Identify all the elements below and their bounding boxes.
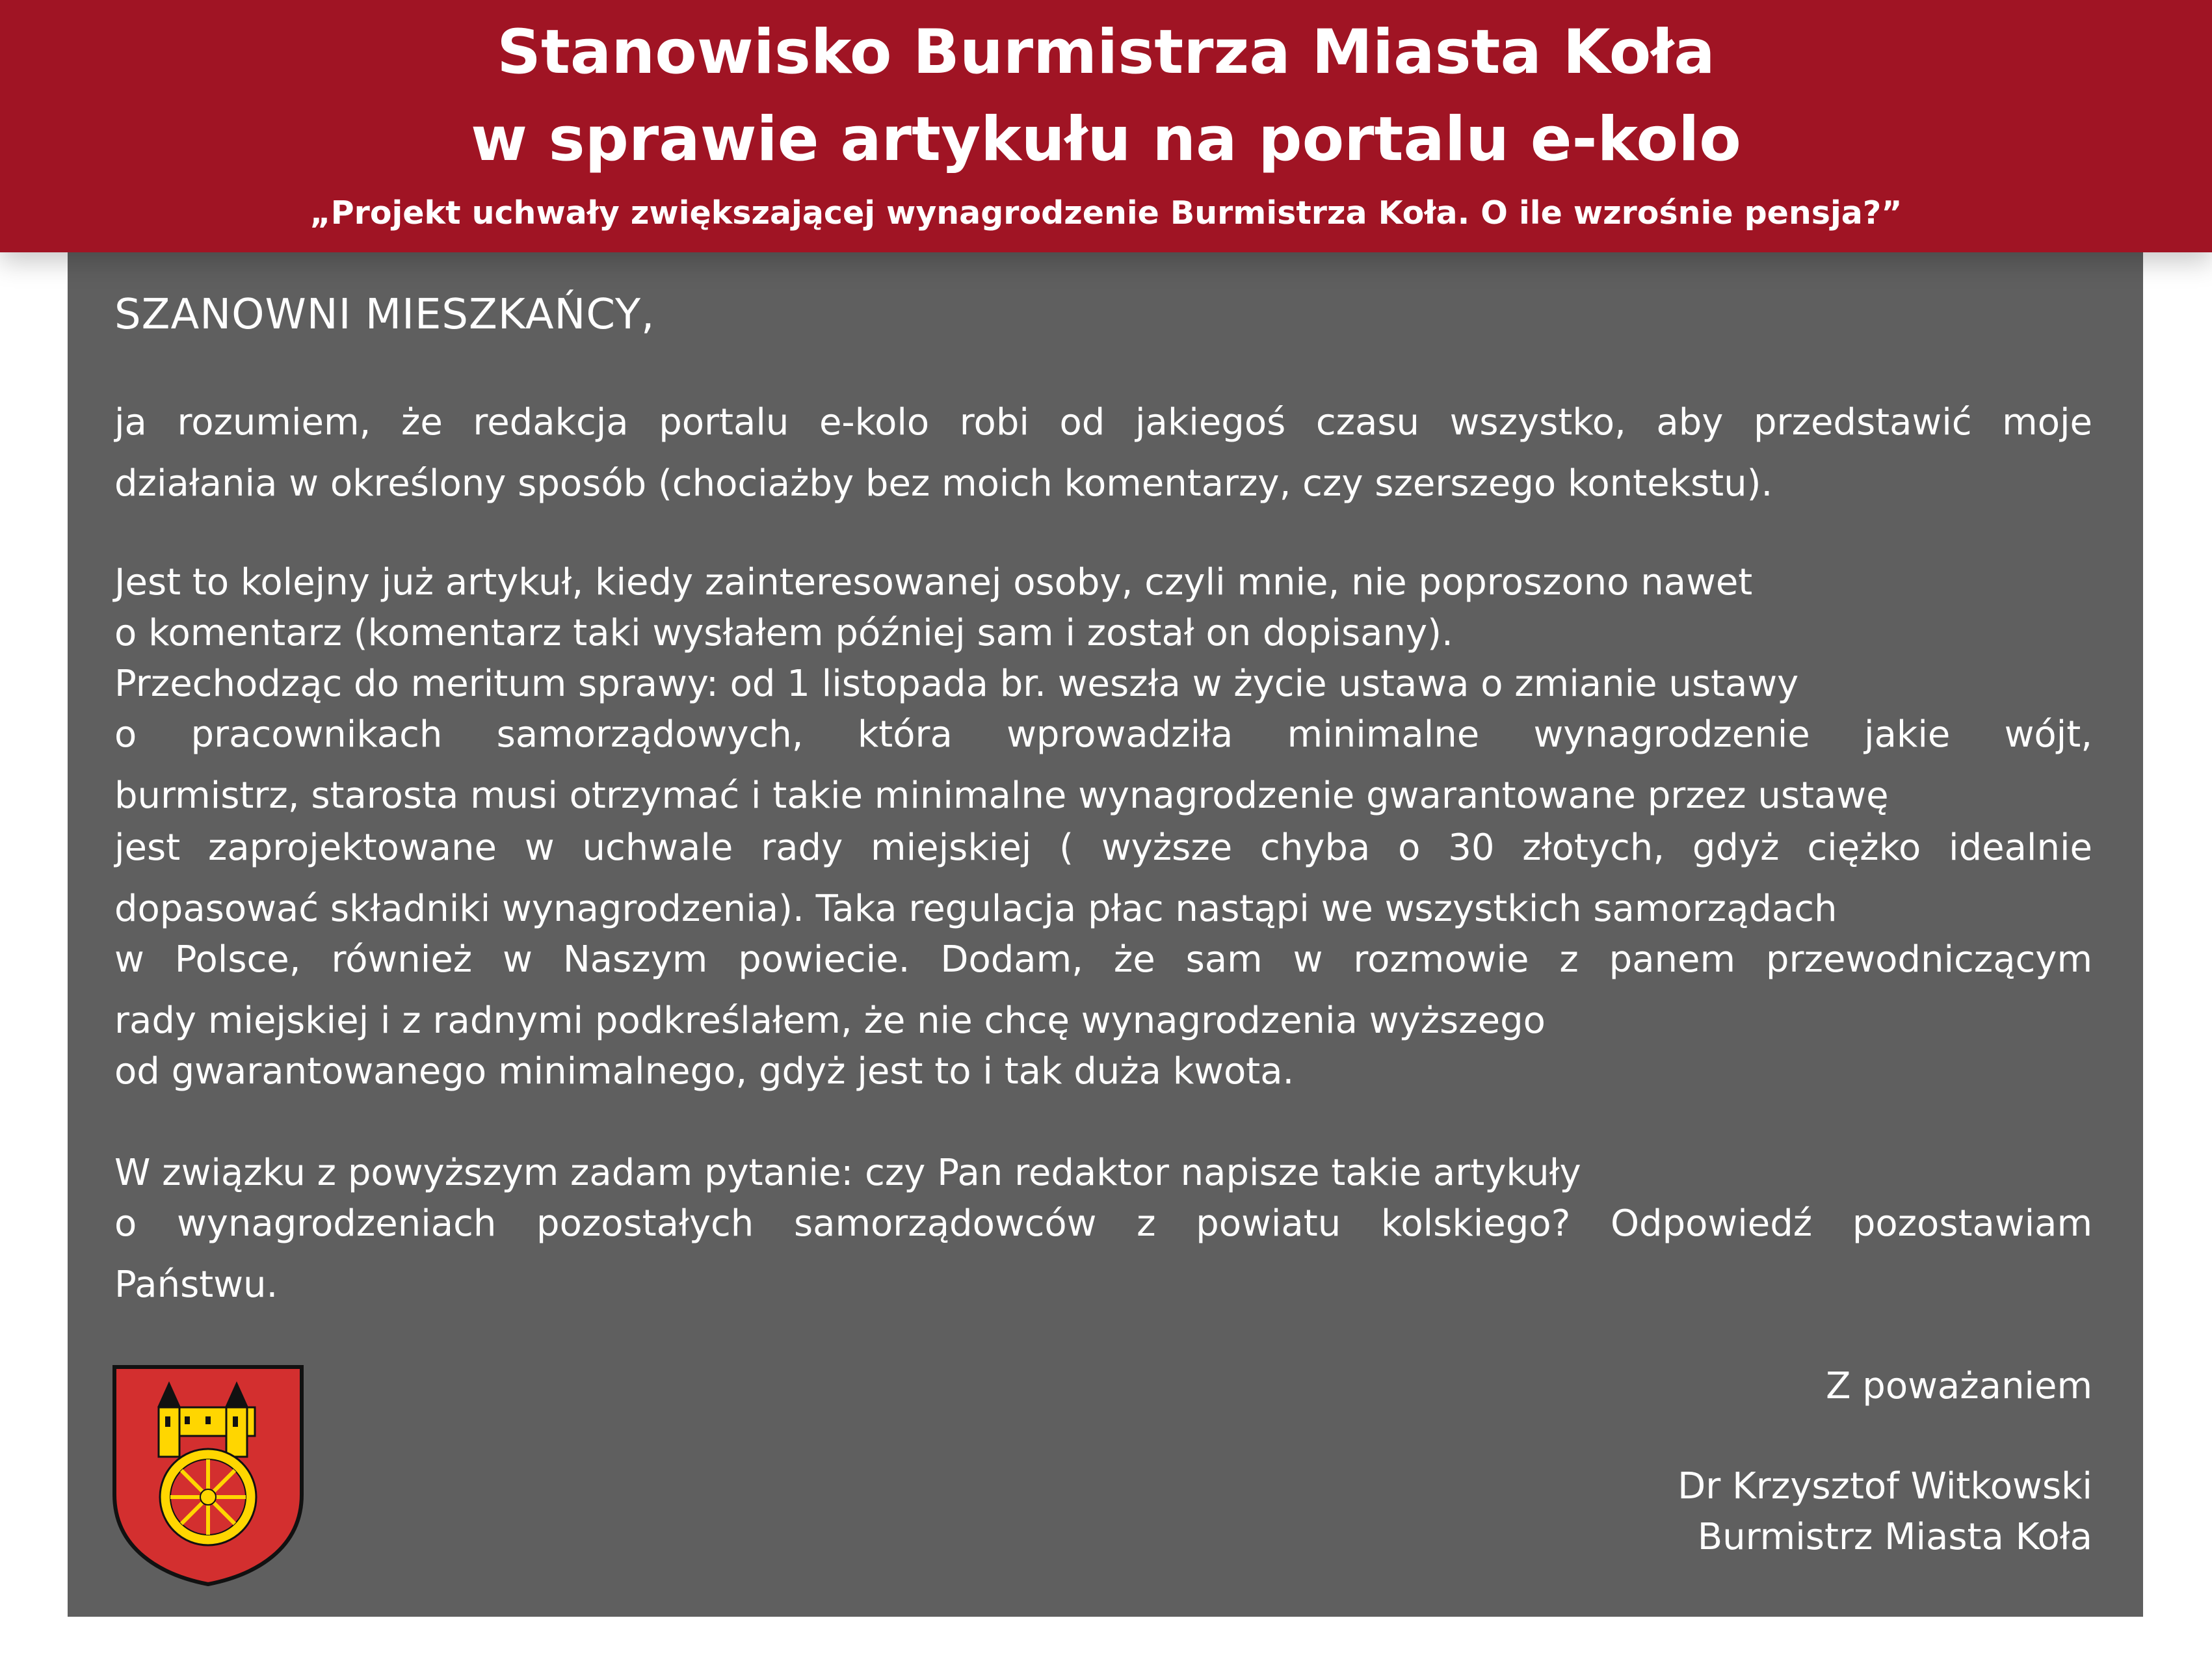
paragraph-2-line-4: o pracownikach samorządowych, która wprowadziła minimalne wynagrodzenie jakie wójt, <box>114 713 2092 756</box>
paragraph-3-line-1: W związku z powyższym zadam pytanie: czy Pan redaktor napisze takie artykuły <box>114 1152 1581 1194</box>
page-title-line-1: Stanowisko Burmistrza Miasta Koła <box>497 17 1715 88</box>
paragraph-2-line-3: Przechodząc do meritum sprawy: od 1 listopada br. weszła w życie ustawa o zmianie ustawy <box>114 663 1799 705</box>
page-title-line-2: w sprawie artykułu na portalu e-kolo <box>471 104 1741 175</box>
paragraph-3-line-2: o wynagrodzeniach pozostałych samorządowców z powiatu kolskiego? Odpowiedź pozostawiam <box>114 1202 2092 1245</box>
letter-panel <box>68 252 2143 1617</box>
signature-title: Burmistrz Miasta Koła <box>1697 1516 2092 1558</box>
paragraph-3-line-3: Państwu. <box>114 1264 278 1306</box>
paragraph-2-line-6: jest zaprojektowane w uchwale rady miejskiej ( wyższe chyba o 30 złotych, gdyż ciężko idealnie <box>114 827 2092 869</box>
header-banner <box>0 0 2212 252</box>
paragraph-2-line-9: rady miejskiej i z radnymi podkreślałem, że nie chcę wynagrodzenia wyższego <box>114 1000 1546 1042</box>
paragraph-1-line-1: ja rozumiem, że redakcja portalu e-kolo robi od jakiegoś czasu wszystko, aby przedstawić moje <box>114 401 2092 444</box>
paragraph-2-line-8: w Polsce, również w Naszym powiecie. Dodam, że sam w rozmowie z panem przewodniczącym <box>114 938 2092 981</box>
paragraph-1-line-2: działania w określony sposób (chociażby bez moich komentarzy, czy szerszego kontekstu). <box>114 462 1773 505</box>
letter-greeting: SZANOWNI MIESZKAŃCY, <box>114 291 655 339</box>
paragraph-2-line-10: od gwarantowanego minimalnego, gdyż jest to i tak duża kwota. <box>114 1050 1295 1093</box>
paragraph-2-line-2: o komentarz (komentarz taki wysłałem później sam i został on dopisany). <box>114 612 1453 654</box>
signature-name: Dr Krzysztof Witkowski <box>1678 1465 2092 1507</box>
paragraph-2-line-5: burmistrz, starosta musi otrzymać i takie minimalne wynagrodzenie gwarantowane przez ustawę <box>114 775 1889 817</box>
paragraph-2-line-7: dopasować składniki wynagrodzenia). Taka regulacja płac nastąpi we wszystkich samorządach <box>114 888 1837 930</box>
article-subtitle: „Projekt uchwały zwiększającej wynagrodzenie Burmistrza Koła. O ile wzrośnie pensja?” <box>309 194 1903 232</box>
coat-of-arms-icon <box>112 1364 304 1587</box>
closing-phrase: Z poważaniem <box>1826 1365 2092 1407</box>
paragraph-2-line-1: Jest to kolejny już artykuł, kiedy zainteresowanej osoby, czyli mnie, nie poproszono nawet <box>114 561 1753 604</box>
